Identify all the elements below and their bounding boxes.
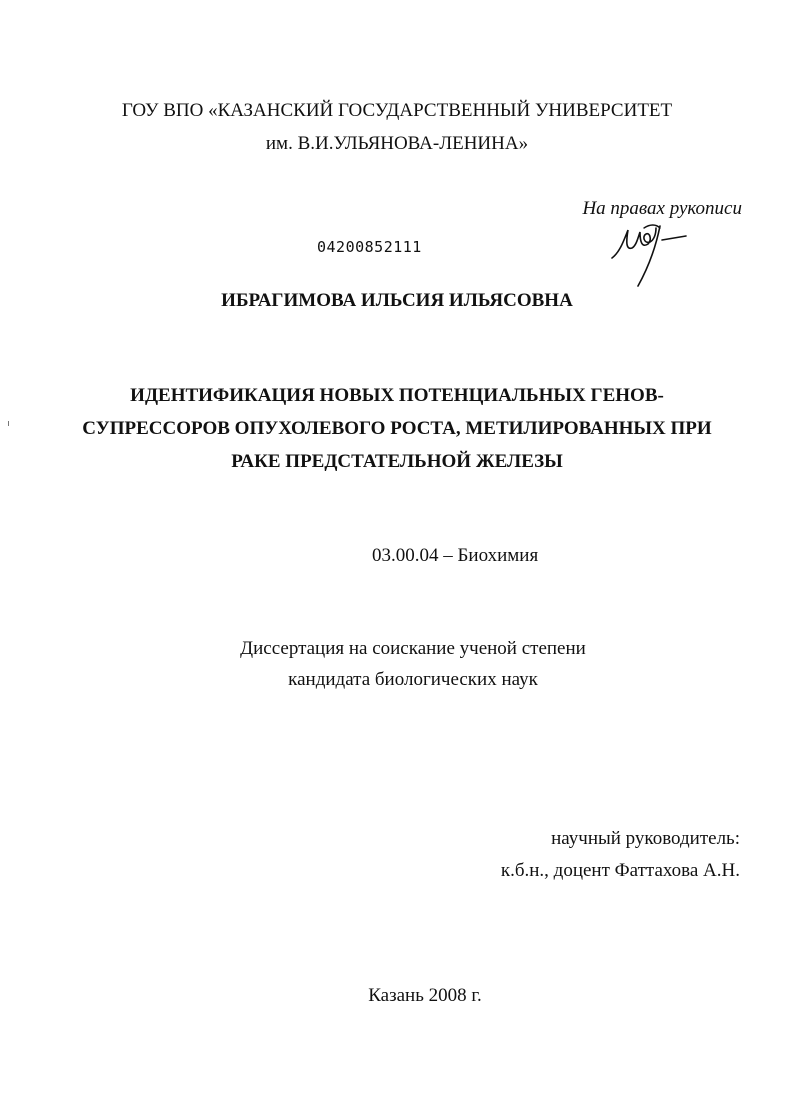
title-line-1: ИДЕНТИФИКАЦИЯ НОВЫХ ПОТЕНЦИАЛЬНЫХ ГЕНОВ- <box>130 385 664 406</box>
manuscript-note: На правах рукописи <box>582 198 742 219</box>
institution-line-2: им. В.И.УЛЬЯНОВА-ЛЕНИНА» <box>265 133 529 154</box>
degree-line-2: кандидата биологических наук <box>288 669 538 690</box>
specialty: 03.00.04 – Биохимия <box>372 545 539 566</box>
institution-line-1: ГОУ ВПО «КАЗАНСКИЙ ГОСУДАРСТВЕННЫЙ УНИВЕРСИТЕТ <box>121 100 673 121</box>
place-year: Казань 2008 г. <box>368 985 482 1006</box>
supervisor-label: научный руководитель: <box>551 828 740 849</box>
catalog-number: 04200852111 <box>317 238 422 256</box>
title-line-2: СУПРЕССОРОВ ОПУХОЛЕВОГО РОСТА, МЕТИЛИРОВАННЫХ ПРИ <box>82 418 712 439</box>
degree-line-1: Диссертация на соискание ученой степени <box>240 638 586 659</box>
author-name: ИБРАГИМОВА ИЛЬСИЯ ИЛЬЯСОВНА <box>221 290 573 311</box>
signature <box>606 218 696 293</box>
scan-speck <box>8 421 9 426</box>
supervisor-name: к.б.н., доцент Фаттахова А.Н. <box>500 860 740 881</box>
title-line-3: РАКЕ ПРЕДСТАТЕЛЬНОЙ ЖЕЛЕЗЫ <box>231 451 563 472</box>
